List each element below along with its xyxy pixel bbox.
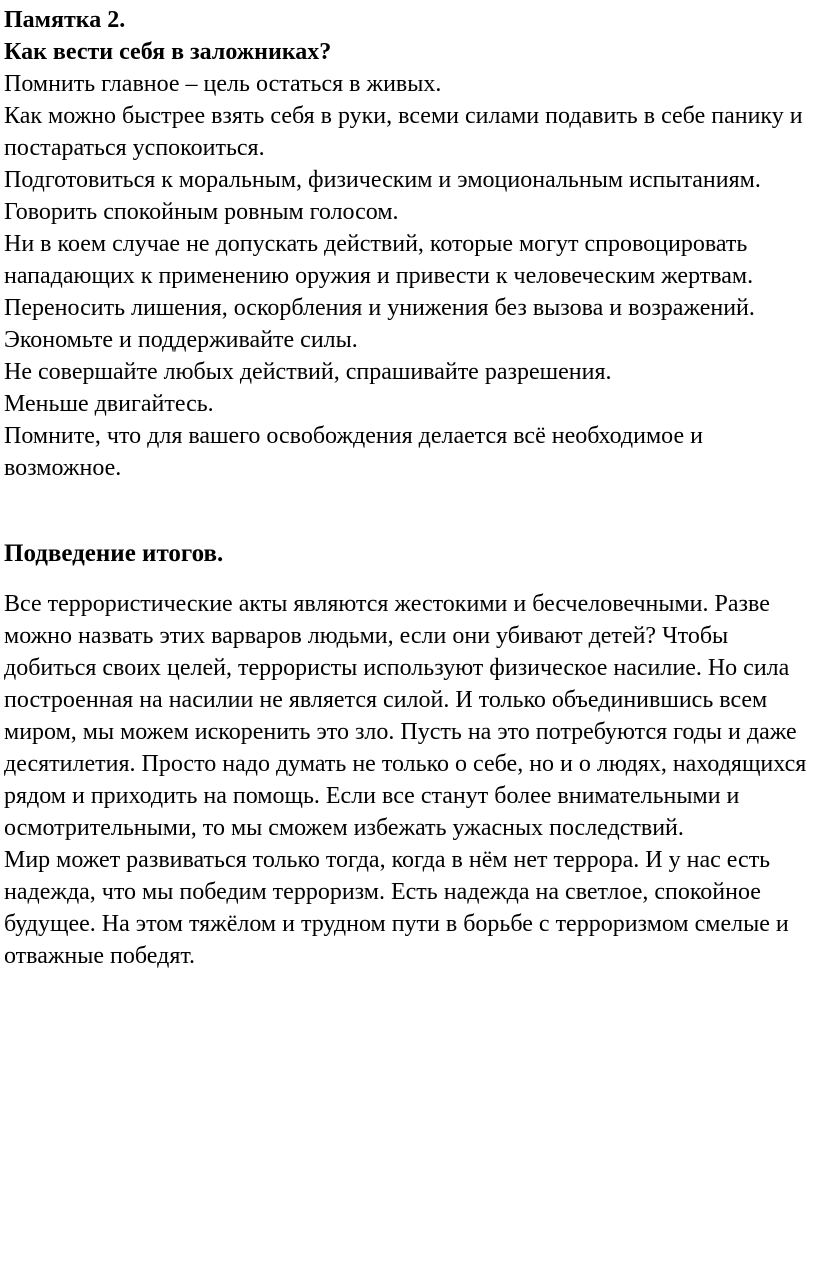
memo-item: Переносить лишения, оскорбления и унижения без вызова и возражений. bbox=[4, 295, 755, 321]
memo-item: Как можно быстрее взять себя в руки, всеми силами подавить в себе панику и постараться успокоиться. bbox=[4, 103, 803, 161]
memo-item: Не совершайте любых действий, спрашивайте разрешения. bbox=[4, 359, 612, 385]
summary-body bbox=[4, 588, 810, 972]
memo-list bbox=[4, 68, 810, 484]
memo-item: Помнить главное – цель остаться в живых. bbox=[4, 71, 442, 97]
memo-item: Меньше двигайтесь. bbox=[4, 391, 214, 417]
memo-number: Памятка 2. bbox=[4, 7, 126, 33]
memo-item: Помните, что для вашего освобождения делается всё необходимое и возможное. bbox=[4, 423, 703, 481]
summary-heading: Подведение итогов. bbox=[4, 540, 224, 567]
memo-item: Ни в коем случае не допускать действий, которые могут спровоцировать нападающих к применению оружия и привести к человеческим жертвам. bbox=[4, 231, 754, 289]
memo-item: Подготовиться к моральным, физическим и эмоциональным испытаниям. bbox=[4, 167, 761, 193]
summary-paragraph: Мир может развиваться только тогда, когда в нём нет террора. И у нас есть надежда, что мы победим терроризм. Есть надежда на светлое, спокойное будущее. На этом тяжёлом и трудном пути в борьбе с терроризмом смелые и отважные победят. bbox=[4, 847, 789, 969]
memo-item: Говорить спокойным ровным голосом. bbox=[4, 199, 399, 225]
summary-paragraph: Все террористические акты являются жестокими и бесчеловечными. Разве можно назвать этих варваров людьми, если они убивают детей? Чтобы добиться своих целей, террористы используют физическое насилие. Но сила построенная на насилии не является силой. И только объединившись всем миром, мы можем искоренить это зло. Пусть на это потребуются годы и даже десятилетия. Просто надо думать не только о себе, но и о людях, находящихся рядом и приходить на помощь. Если все станут более внимательными и осмотрительными, то мы сможем избежать ужасных последствий. bbox=[4, 591, 807, 841]
memo-title: Как вести себя в заложниках? bbox=[4, 39, 332, 65]
document-page bbox=[4, 4, 810, 972]
memo-item: Экономьте и поддерживайте силы. bbox=[4, 327, 358, 353]
